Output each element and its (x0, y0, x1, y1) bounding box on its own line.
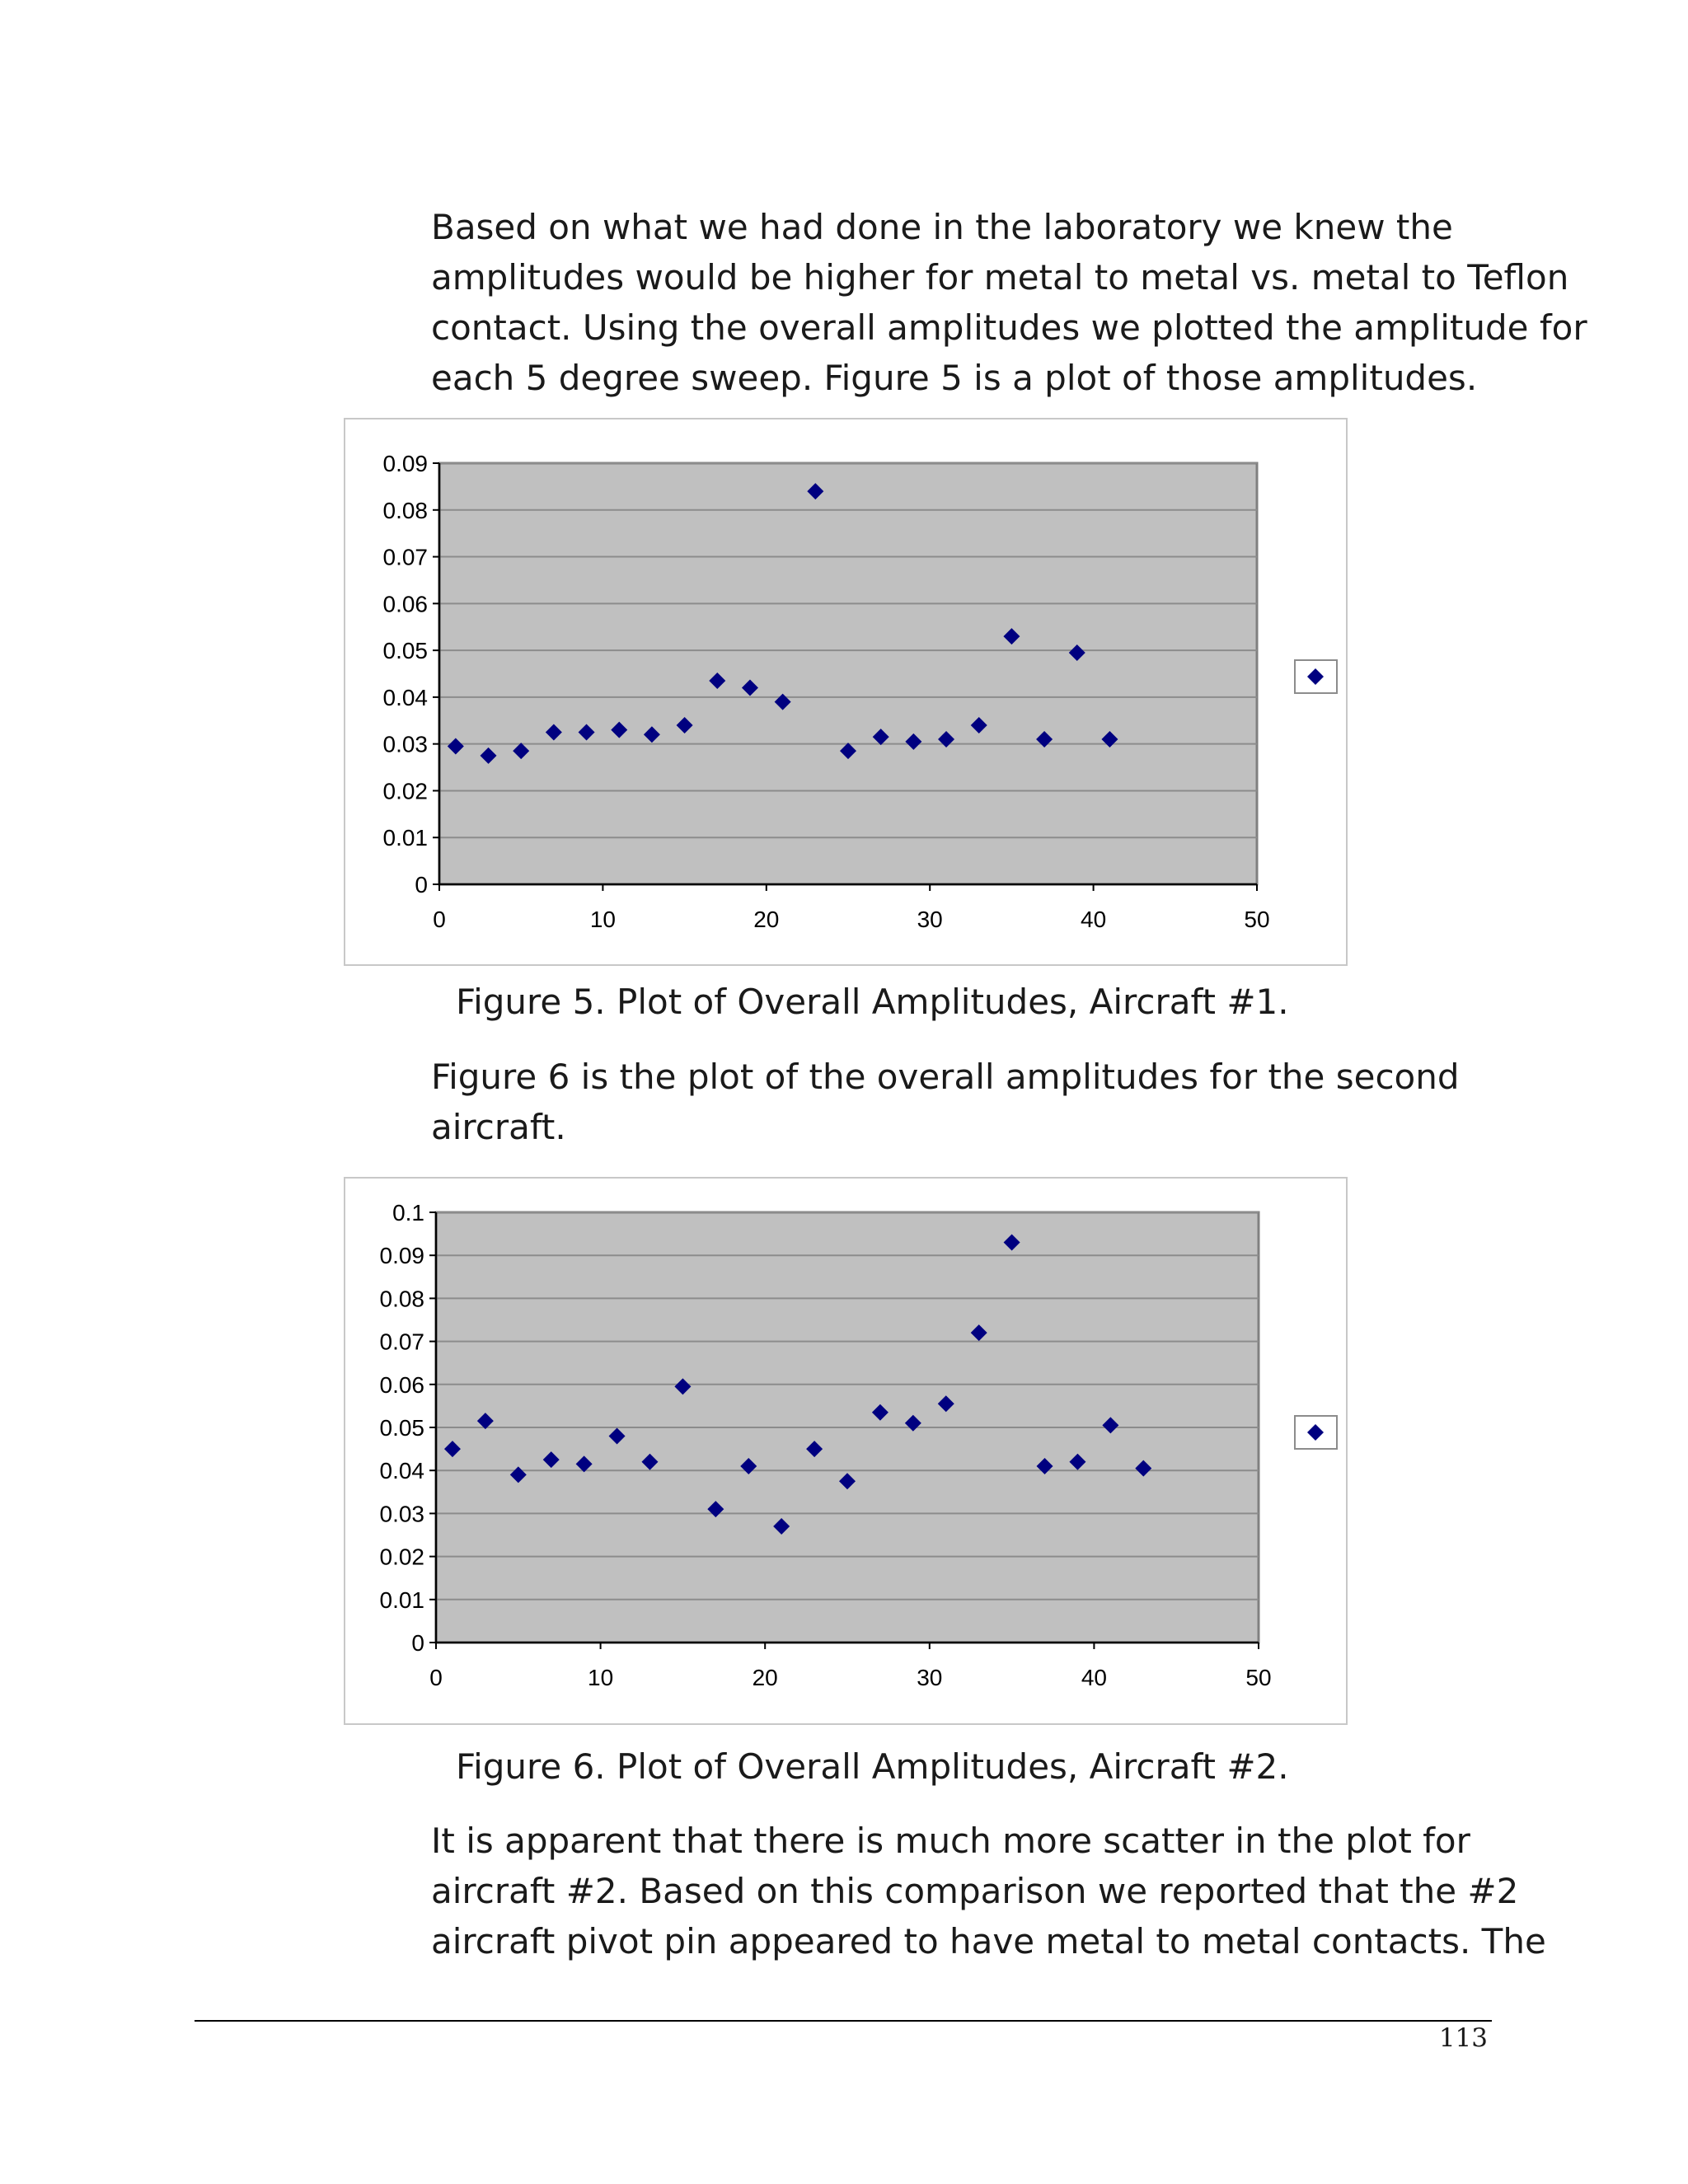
figure-5-y-tick-label: 0.08 (382, 497, 428, 523)
figure-6-chart (344, 1177, 1348, 1725)
figure-5-y-tick-label: 0.01 (382, 825, 428, 851)
figure-5-x-tick-label: 20 (753, 907, 780, 932)
intro-paragraph (431, 202, 1587, 403)
page-number: 113 (1438, 2023, 1488, 2053)
figure-6-y-tick-label: 0.1 (392, 1200, 424, 1226)
figure-6-y-tick-label: 0.09 (379, 1243, 424, 1269)
figure-6-y-tick-label: 0.08 (379, 1286, 424, 1312)
figure-5-x-tick-label: 10 (589, 907, 616, 932)
intro-line: contact. Using the overall amplitudes we plotted the amplitude for (431, 307, 1587, 348)
intro-line: amplitudes would be higher for metal to metal vs. metal to Teflon (431, 257, 1569, 298)
figure-6-y-tick-label: 0.07 (379, 1329, 424, 1355)
intro-line: each 5 degree sweep. Figure 5 is a plot of those amplitudes. (431, 358, 1478, 398)
closing-line: It is apparent that there is much more scatter in the plot for (431, 1821, 1470, 1861)
figure-5-x-tick-label: 30 (917, 907, 943, 932)
figure-5-svg (345, 419, 1349, 968)
figure-5-y-tick-label: 0.05 (382, 638, 428, 664)
figure-5-y-tick-label: 0.04 (382, 684, 428, 710)
figure-6-x-tick-label: 20 (752, 1665, 778, 1690)
figure-6-x-tick-label: 50 (1245, 1665, 1272, 1690)
figure-5-y-tick-label: 0.06 (382, 591, 428, 617)
figure-6-y-tick-label: 0.05 (379, 1415, 424, 1441)
figure-5-caption: Figure 5. Plot of Overall Amplitudes, Aircraft #1. (456, 982, 1289, 1022)
figure-6-y-tick-label: 0.06 (379, 1371, 424, 1398)
figure-5-x-tick-label: 40 (1081, 907, 1107, 932)
footer-rule (195, 2020, 1492, 2022)
figure-6-y-tick-label: 0.04 (379, 1458, 424, 1484)
figure-5-x-tick-label: 50 (1244, 907, 1270, 932)
figure-6-y-tick-label: 0 (411, 1630, 424, 1656)
figure-6-svg (345, 1179, 1349, 1727)
figure-6-y-tick-label: 0.01 (379, 1586, 424, 1613)
figure-5-y-tick-label: 0.02 (382, 778, 428, 804)
figure-6-y-tick-label: 0.03 (379, 1501, 424, 1527)
intro-line: Based on what we had done in the laboratory we knew the (431, 207, 1453, 247)
figure-6-y-tick-label: 0.02 (379, 1544, 424, 1570)
middle-paragraph (431, 1052, 1503, 1152)
middle-line: Figure 6 is the plot of the overall amplitudes for the second (431, 1057, 1460, 1097)
figure-5-y-tick-label: 0.09 (382, 451, 428, 476)
figure-6-x-tick-label: 30 (917, 1665, 943, 1690)
closing-line: aircraft pivot pin appeared to have metal to metal contacts. The (431, 1921, 1546, 1961)
figure-5-y-tick-label: 0.07 (382, 544, 428, 570)
middle-line: aircraft. (431, 1107, 566, 1147)
figure-5-y-tick-label: 0.03 (382, 731, 428, 757)
figure-5-chart (344, 418, 1348, 966)
figure-6-x-tick-label: 10 (588, 1665, 614, 1690)
figure-5-x-tick-label: 0 (433, 907, 446, 932)
figure-5-plot-area (439, 463, 1257, 884)
figure-6-caption: Figure 6. Plot of Overall Amplitudes, Aircraft #2. (456, 1746, 1289, 1787)
figure-6-x-tick-label: 0 (429, 1665, 443, 1690)
closing-line: aircraft #2. Based on this comparison we reported that the #2 (431, 1871, 1519, 1911)
figure-6-x-tick-label: 40 (1081, 1665, 1107, 1690)
closing-paragraph (431, 1816, 1546, 1966)
figure-5-y-tick-label: 0 (415, 872, 428, 898)
